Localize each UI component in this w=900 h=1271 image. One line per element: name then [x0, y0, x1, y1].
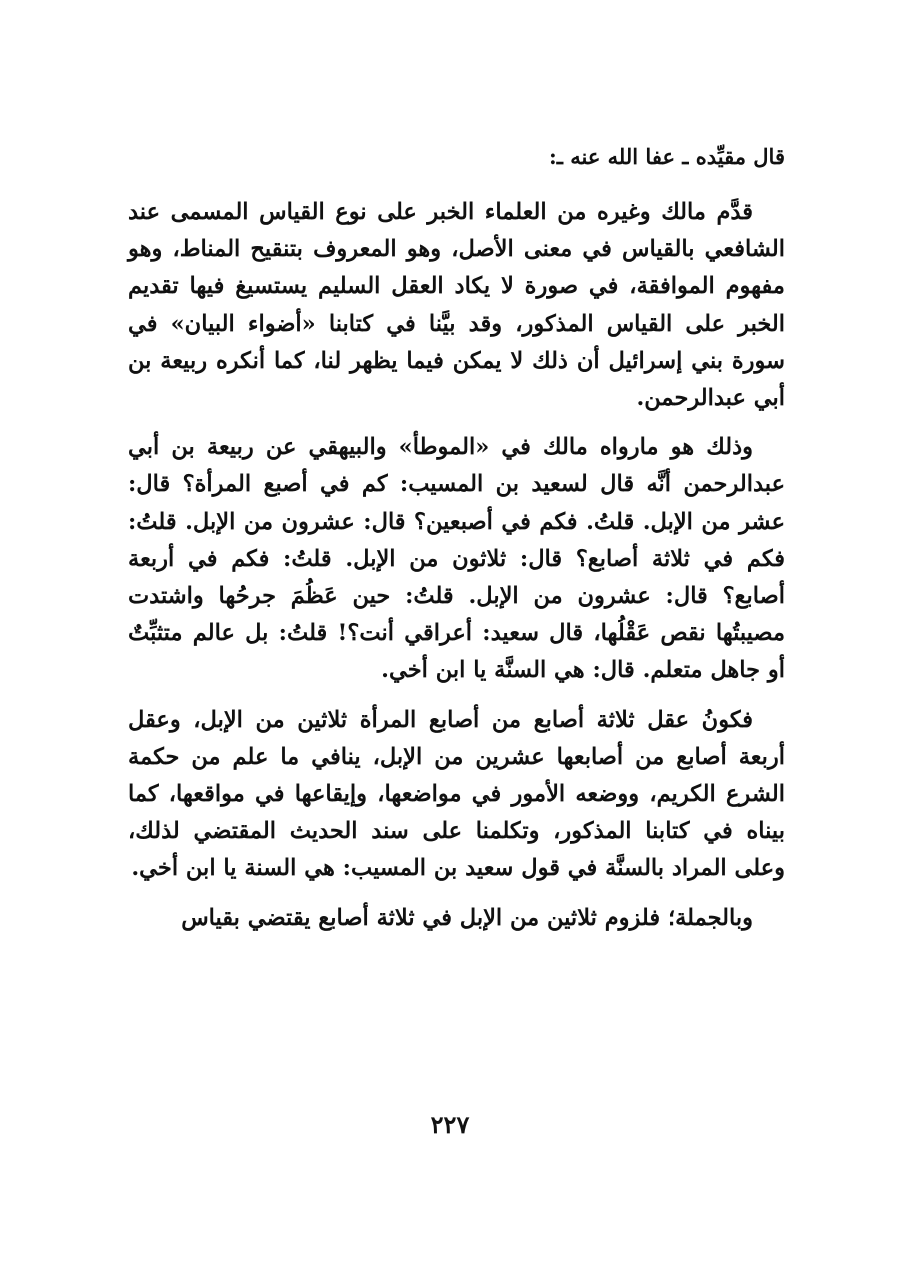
page-number: ٢٢٧ — [430, 1110, 470, 1139]
paragraph-1: قدَّم مالك وغيره من العلماء الخبر على نوع القياس المسمى عند الشافعي بالقياس في معنى الأصل، وهو المعروف بتنقيح المناط، وهو مفهوم الموافقة، في صورة لا يكاد العقل السليم يستسيغ فيها تقديم الخبر على القياس المذكور، وقد بيَّنا في كتابنا «أضواء البيان» في سورة بني إسرائيل أن ذلك لا يمكن فيما يظهر لنا، كما أنكره ربيعة بن أبي عبدالرحمن. — [128, 199, 785, 412]
paragraph-3: فكونُ عقل ثلاثة أصابع من أصابع المرأة ثلاثين من الإبل، وعقل أربعة أصابع من أصابعها عشرين من الإبل، ينافي ما علم من حكمة الشرع الكريم، ووضعه الأمور في مواضعها، وإيقاعها في مواقعها، كما بيناه في كتابنا المذكور، وتكلمنا على سند الحديث المقتضي لذلك، وعلى المراد بالسنَّة في قول سعيد بن المسيب: هي السنة يا ابن أخي. — [128, 706, 785, 882]
section-heading: قال مقيِّده ـ عفا الله عنه ـ: — [549, 144, 785, 169]
paragraph-2: وذلك هو مارواه مالك في «الموطأ» والبيهقي عن ربيعة بن أبي عبدالرحمن أنَّه قال لسعيد بن المسيب: كم في أصبع المرأة؟ قال: عشر من الإبل. قلتُ. فكم في أصبعين؟ قال: عشرون من الإبل. قلتُ: فكم في ثلاثة أصابع؟ قال: ثلاثون من الإبل. قلتُ: فكم في أربعة أصابع؟ قال: عشرون من الإبل. قلتُ: حين عَظُمَ جرحُها واشتدت مصيبتُها نقص عَقْلُها، قال سعيد: أعراقي أنت؟! قلتُ: بل عالم متثبِّتٌ أو جاهل متعلم. قال: هي السنَّة يا ابن أخي. — [128, 434, 785, 684]
page-body — [128, 140, 785, 949]
paragraph-4: وبالجملة؛ فلزوم ثلاثين من الإبل في ثلاثة أصابع يقتضي بقياس — [181, 904, 753, 931]
